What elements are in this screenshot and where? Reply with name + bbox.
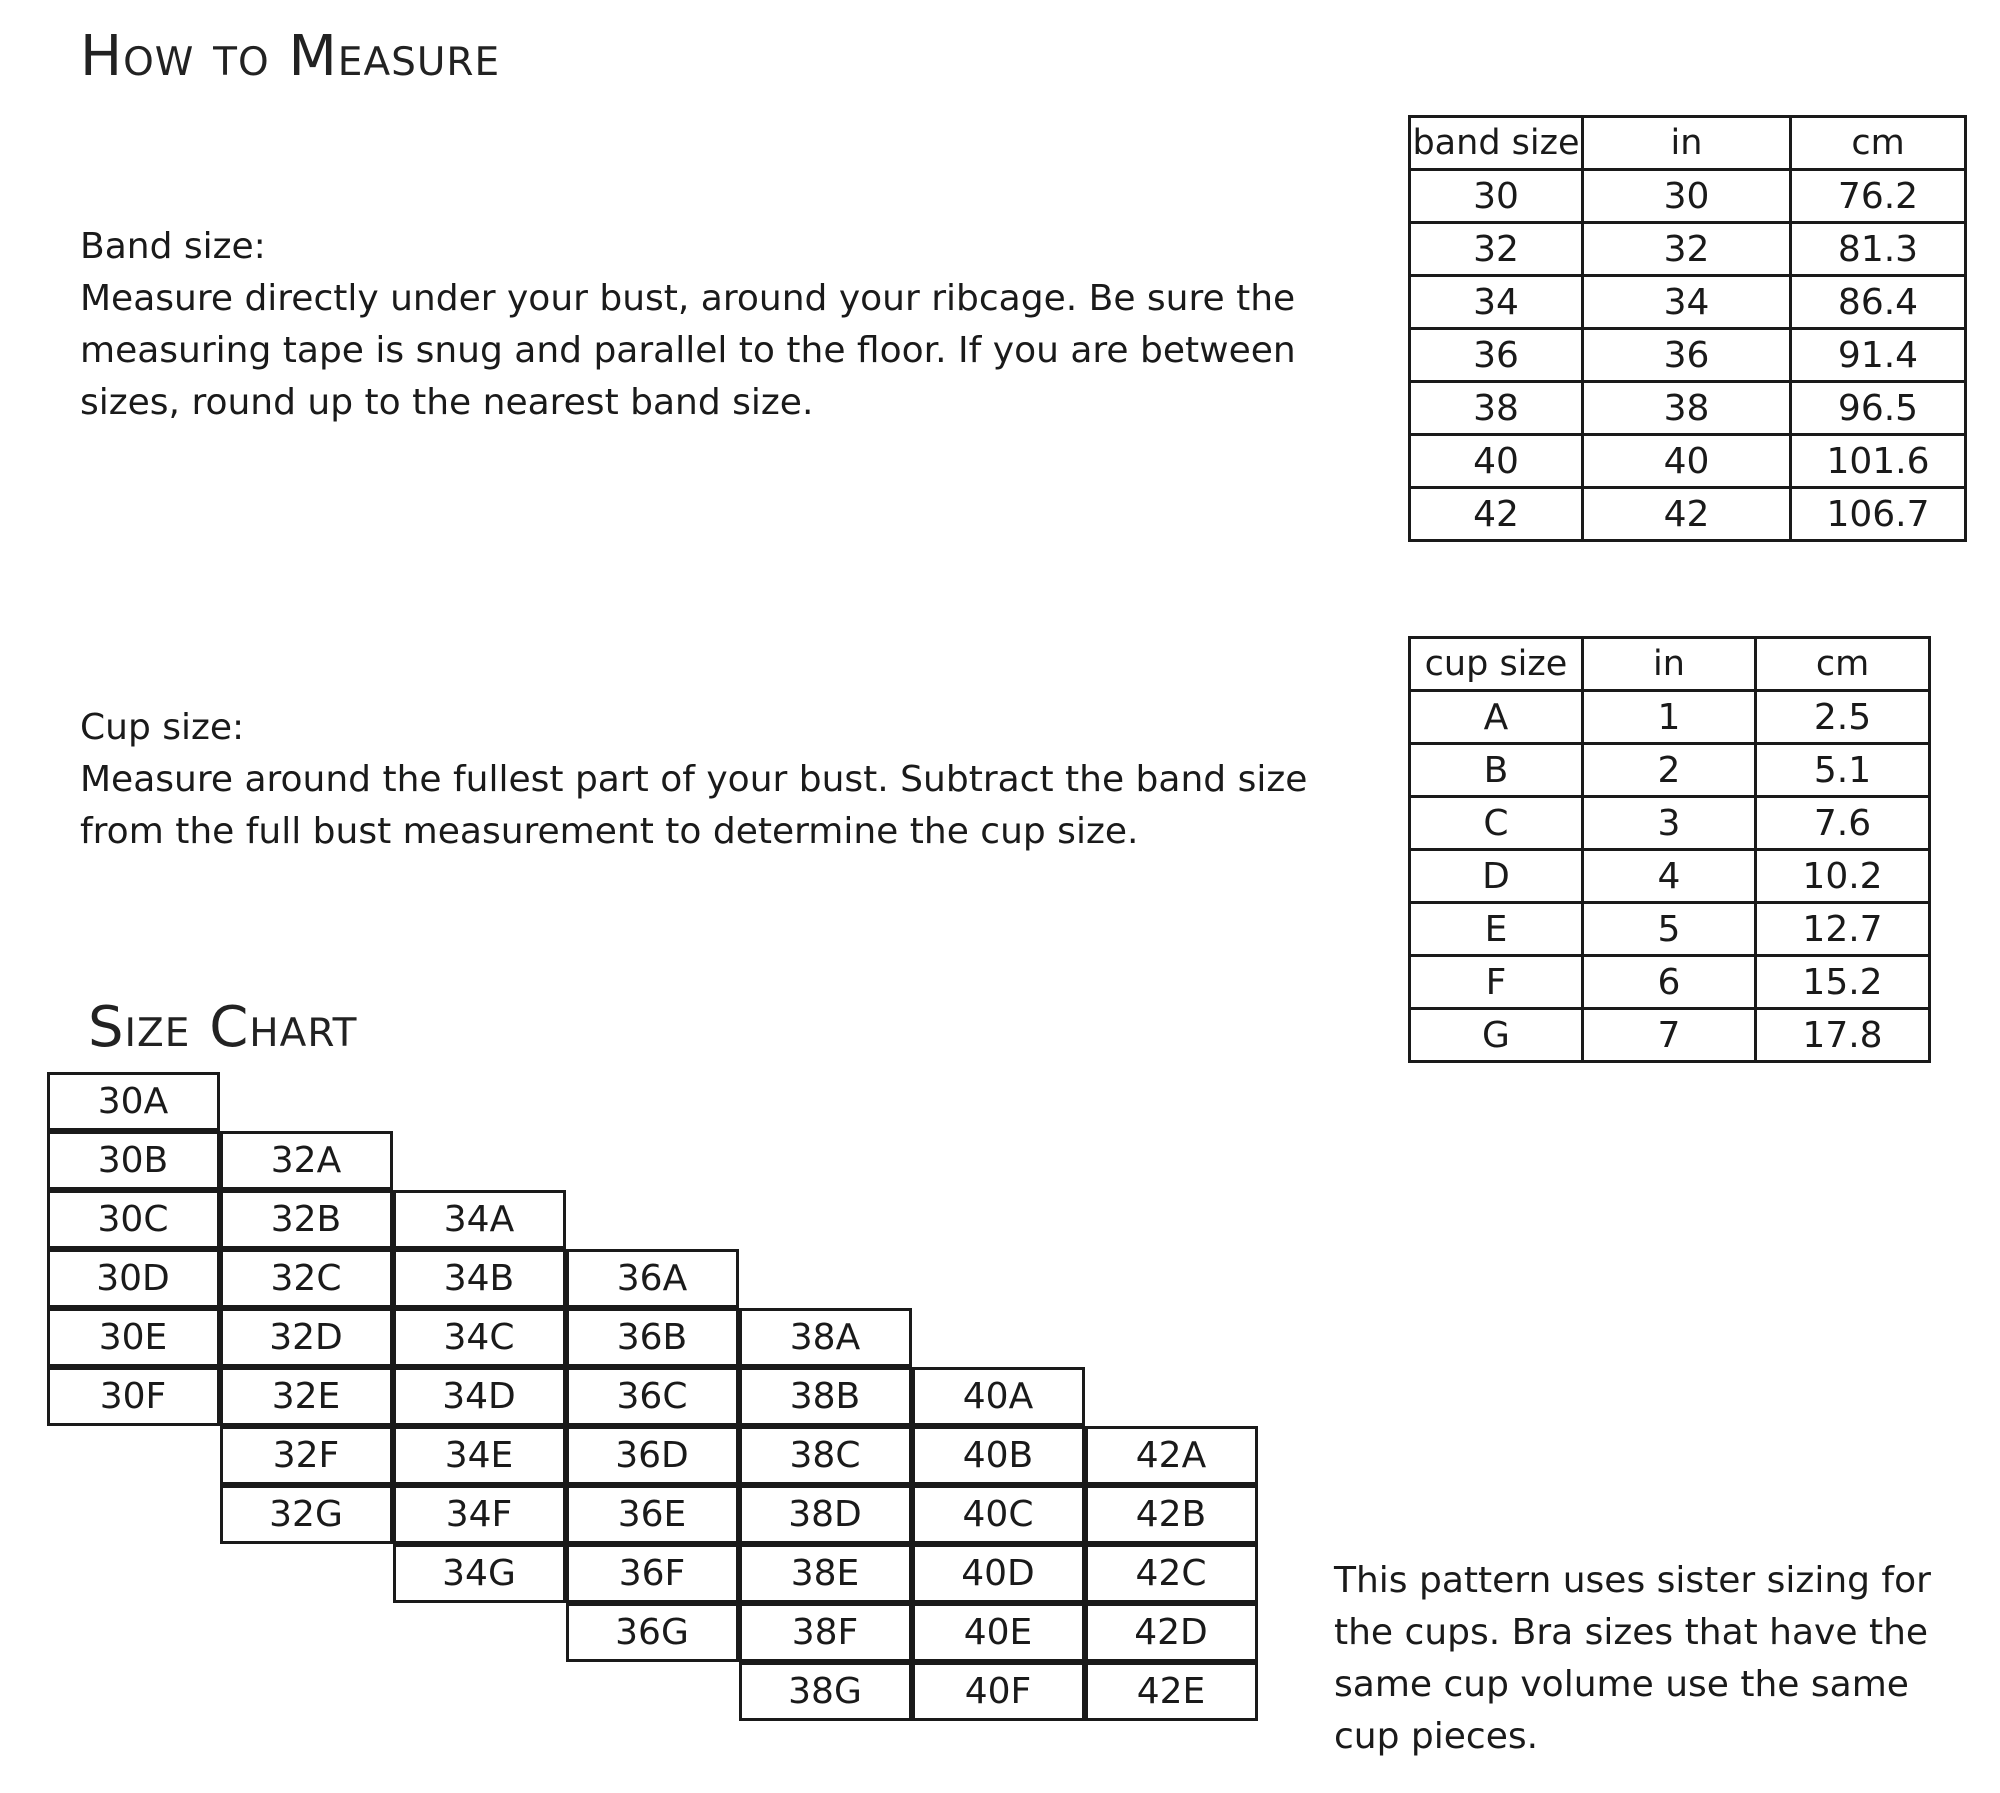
cup-size-title: Cup size: [80,707,245,748]
band-table-header: in [1583,117,1791,170]
cup-table-header-row [1410,638,1930,691]
band-cell: 38 [1410,382,1583,435]
size-chart-cell: 40D [912,1544,1085,1603]
size-chart-cell: 38A [739,1308,912,1367]
size-chart-cell: 30E [47,1308,220,1367]
size-chart-cell: 38C [739,1426,912,1485]
size-chart-cell: 42B [1085,1485,1258,1544]
sister-sizing-note: This pattern uses sister sizing for the cups. Bra sizes that have the same cup volume use the same cup pieces. [1334,1560,1931,1757]
size-chart-cell: 32F [220,1426,393,1485]
table-row [1410,488,1966,541]
size-chart-cell: 34D [393,1367,566,1426]
cup-cell: D [1410,850,1583,903]
table-row [1410,797,1930,850]
size-chart-cell: 30A [47,1072,220,1131]
cup-cell: B [1410,744,1583,797]
cup-size-table [1408,636,1931,1063]
cm-cell: 5.1 [1756,744,1930,797]
size-chart-cell: 32G [220,1485,393,1544]
table-row [1410,850,1930,903]
band-table-header-row [1410,117,1966,170]
table-row [1410,170,1966,223]
band-cell: 30 [1410,170,1583,223]
table-row [1410,744,1930,797]
size-chart-cell: 42E [1085,1662,1258,1721]
band-cell: 32 [1410,223,1583,276]
inch-cell: 5 [1583,903,1756,956]
cm-cell: 106.7 [1791,488,1966,541]
cup-table-header: cup size [1410,638,1583,691]
cm-cell: 101.6 [1791,435,1966,488]
size-chart-cell: 32C [220,1249,393,1308]
table-row [1410,382,1966,435]
size-chart-cell: 40F [912,1662,1085,1721]
cm-cell: 86.4 [1791,276,1966,329]
size-chart-cell: 38E [739,1544,912,1603]
size-chart-cell: 36B [566,1308,739,1367]
cup-size-body: Measure around the fullest part of your bust. Subtract the band size from the full bust measurement to determine the cup size. [80,759,1308,852]
cm-cell: 12.7 [1756,903,1930,956]
size-chart-cell: 34A [393,1190,566,1249]
size-chart-cell: 32D [220,1308,393,1367]
cup-cell: A [1410,691,1583,744]
band-cell: 36 [1410,329,1583,382]
band-cell: 40 [1410,435,1583,488]
inch-cell: 6 [1583,956,1756,1009]
size-chart-cell: 40A [912,1367,1085,1426]
size-chart-cell: 30C [47,1190,220,1249]
inch-cell: 30 [1583,170,1791,223]
band-cell: 34 [1410,276,1583,329]
table-row [1410,956,1930,1009]
band-size-body: Measure directly under your bust, around your ribcage. Be sure the measuring tape is snug and parallel to the floor. If you are between sizes, round up to the nearest band size. [80,278,1296,423]
inch-cell: 7 [1583,1009,1756,1062]
inch-cell: 2 [1583,744,1756,797]
size-chart-cell: 32E [220,1367,393,1426]
size-chart-cell: 36A [566,1249,739,1308]
cm-cell: 10.2 [1756,850,1930,903]
table-row [1410,903,1930,956]
cm-cell: 81.3 [1791,223,1966,276]
size-chart-cell: 42D [1085,1603,1258,1662]
cm-cell: 96.5 [1791,382,1966,435]
size-chart-cell: 34C [393,1308,566,1367]
size-chart-cell: 34F [393,1485,566,1544]
size-chart-cell: 38D [739,1485,912,1544]
how-to-measure-heading: How to Measure [80,24,501,89]
inch-cell: 1 [1583,691,1756,744]
table-row [1410,1009,1930,1062]
size-chart-cell: 40C [912,1485,1085,1544]
size-chart-cell: 38F [739,1603,912,1662]
inch-cell: 42 [1583,488,1791,541]
size-chart-cell: 32B [220,1190,393,1249]
inch-cell: 32 [1583,223,1791,276]
table-row [1410,276,1966,329]
size-chart-grid [48,1073,1268,1725]
inch-cell: 40 [1583,435,1791,488]
band-table-header: band size [1410,117,1583,170]
table-row [1410,691,1930,744]
inch-cell: 36 [1583,329,1791,382]
cm-cell: 76.2 [1791,170,1966,223]
band-table-header: cm [1791,117,1966,170]
band-size-table [1408,115,1967,542]
cup-cell: G [1410,1009,1583,1062]
size-chart-cell: 30F [47,1367,220,1426]
cm-cell: 7.6 [1756,797,1930,850]
size-chart-cell: 34E [393,1426,566,1485]
size-chart-cell: 36G [566,1603,739,1662]
size-chart-cell: 30B [47,1131,220,1190]
inch-cell: 3 [1583,797,1756,850]
size-chart-cell: 34B [393,1249,566,1308]
band-size-title: Band size: [80,226,266,267]
size-chart-cell: 36C [566,1367,739,1426]
table-row [1410,435,1966,488]
size-chart-cell: 38G [739,1662,912,1721]
cm-cell: 2.5 [1756,691,1930,744]
cm-cell: 91.4 [1791,329,1966,382]
cm-cell: 15.2 [1756,956,1930,1009]
cup-cell: F [1410,956,1583,1009]
cup-table-header: in [1583,638,1756,691]
size-chart-cell: 34G [393,1544,566,1603]
inch-cell: 38 [1583,382,1791,435]
table-row [1410,223,1966,276]
size-chart-cell: 36D [566,1426,739,1485]
cup-cell: E [1410,903,1583,956]
band-cell: 42 [1410,488,1583,541]
size-chart-cell: 32A [220,1131,393,1190]
size-chart-cell: 40B [912,1426,1085,1485]
size-chart-cell: 36F [566,1544,739,1603]
size-chart-cell: 40E [912,1603,1085,1662]
cup-size-instructions [80,702,1380,858]
inch-cell: 4 [1583,850,1756,903]
inch-cell: 34 [1583,276,1791,329]
size-chart-heading: Size Chart [88,995,358,1060]
size-chart-cell: 38B [739,1367,912,1426]
table-row [1410,329,1966,382]
size-chart-cell: 42A [1085,1426,1258,1485]
size-chart-cell: 36E [566,1485,739,1544]
cm-cell: 17.8 [1756,1009,1930,1062]
band-size-instructions [80,221,1380,429]
cup-cell: C [1410,797,1583,850]
size-chart-cell: 42C [1085,1544,1258,1603]
size-chart-cell: 30D [47,1249,220,1308]
cup-table-header: cm [1756,638,1930,691]
